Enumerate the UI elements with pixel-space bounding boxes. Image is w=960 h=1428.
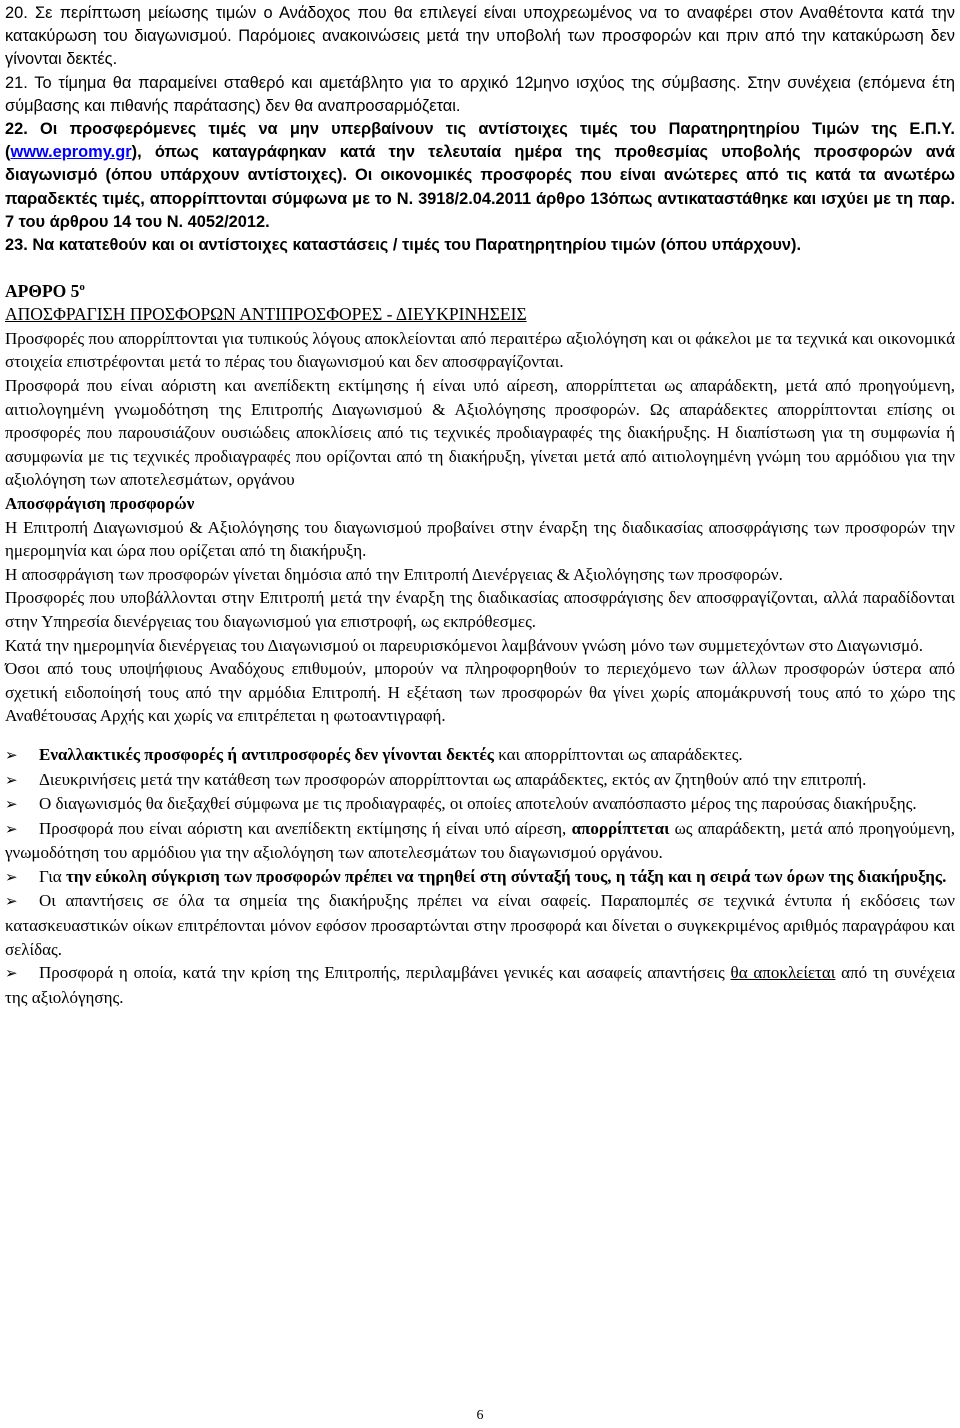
document-page <box>5 2 955 1009</box>
bullet-5-text: Για <box>39 866 66 886</box>
bullet-7-text-a: Προσφορά η οποία, κατά την κρίση της Επιτροπής, περιλαμβάνει γενικές και ασαφείς απαντήσεις <box>39 963 731 983</box>
arrow-bullet-icon: ➢ <box>5 964 18 983</box>
item-22 <box>5 118 955 234</box>
bullet-list <box>5 743 955 1010</box>
bullet-4-text-b: ως απαράδεκτη, μετά από προηγούμενη, γνωμοδότηση του αρμόδιου για την αξιολόγηση των αποτελεσμάτων του διαγωνισμού οργάνου. <box>5 818 956 863</box>
bullet-item <box>5 817 955 865</box>
bullet-item <box>5 792 955 817</box>
article-heading <box>5 279 955 303</box>
bullet-2-text: Διευκρινήσεις μετά την κατάθεση των προσφορών απορρίπτονται ως απαράδεκτες, εκτός αν ζητηθούν από την επιτροπή. <box>39 769 867 789</box>
epromy-link[interactable]: www.epromy.gr <box>10 143 132 162</box>
item-22-text-b: ), όπως καταγράφηκαν κατά την τελευταία ημέρα της προθεσμίας υποβολής προσφορών ανά διαγωνισμό (όπου υπάρχουν αντίστοιχες). Οι οικονομικές προσφορές που είναι ανώτερες από τις κατά τα ανωτέρω παραδεκτές τιμές, απορρίπτονται σύμφωνα με το Ν. 3918/2.04.2011 άρθρο 13όπως αντικαταστάθηκε και ισχύει με τη παρ. 7 του άρθρου 14 του Ν. 4052/2012. <box>5 143 955 231</box>
paragraph-7: Όσοι από τους υποψήφιους Αναδόχους επιθυμούν, μπορούν να πληροφορηθούν το περιεχόμενο των άλλων προσφορών ύστερα από σχετική ειδοποίησή τους από την αρμόδια Επιτροπή. Η εξέταση των προσφορών θα γίνει χωρίς απομάκρυνσή τους από το χώρο της Αναθέτουσας Αρχής και χωρίς να επιτρέπεται η φωτοαντιγραφή. <box>5 659 955 726</box>
section-subtitle: Αποσφράγιση προσφορών <box>5 493 195 513</box>
paragraph-4: Η αποσφράγιση των προσφορών γίνεται δημόσια από την Επιτροπή Διενέργειας & Αξιολόγησης των προσφορών. <box>5 564 783 584</box>
bullet-3-text: Ο διαγωνισμός θα διεξαχθεί σύμφωνα με τις προδιαγραφές, οι οποίες αποτελούν αναπόσπαστο μέρος της παρούσας διακήρυξης. <box>39 794 917 814</box>
bullet-1-bold: Εναλλακτικές προσφορές ή αντιπροσφορές δεν γίνονται δεκτές <box>39 744 494 764</box>
arrow-bullet-icon: ➢ <box>5 795 18 814</box>
bullet-item <box>5 961 955 1009</box>
bullet-item <box>5 743 955 768</box>
bullet-1-text: και απορρίπτονται ως απαράδεκτες. <box>493 744 743 764</box>
arrow-bullet-icon: ➢ <box>5 745 18 764</box>
arrow-bullet-icon: ➢ <box>5 819 18 838</box>
paragraph-6: Κατά την ημερομηνία διενέργειας του Διαγωνισμού οι παρευρισκόμενοι λαμβάνουν γνώση μόνο των συμμετεχόντων στο Διαγωνισμό. <box>5 635 924 655</box>
article-heading-sup: ο <box>79 281 85 294</box>
bullet-4-text-a: Προσφορά που είναι αόριστη και ανεπίδεκτη εκτίμησης ή είναι υπό αίρεση, <box>39 818 572 838</box>
bullet-7-text-b: από τη συνέχεια της αξιολόγησης. <box>5 963 955 1007</box>
item-23: 23. Να κατατεθούν και οι αντίστοιχες καταστάσεις / τιμές του Παρατηρητηρίου τιμών (όπου υπάρχουν). <box>5 236 802 255</box>
arrow-bullet-icon: ➢ <box>5 770 18 789</box>
arrow-bullet-icon: ➢ <box>5 867 18 886</box>
item-20: 20. Σε περίπτωση μείωσης τιμών ο Ανάδοχος που θα επιλεγεί είναι υποχρεωμένος να το αναφέρει στον Αναθέτοντα κατά την κατακύρωση του διαγωνισμού. Παρόμοιες ανακοινώσεις μετά την υποβολή των προσφορών και πριν από την κατακύρωση δεν γίνονται δεκτές. <box>5 4 955 69</box>
item-21: 21. Το τίμημα θα παραμείνει σταθερό και αμετάβλητο για το αρχικό 12μηνο ισχύος της σύμβασης. Στην συνέχεια (επόμενα έτη σύμβασης και πιθανής παράτασης) δεν θα αναπροσαρμόζεται. <box>5 73 955 115</box>
article-subheading: ΑΠΟΣΦΡΑΓΙΣΗ ΠΡΟΣΦΟΡΩΝ ΑΝΤΙΠΡΟΣΦΟΡΕΣ - ΔΙΕΥΚΡΙΝΗΣΕΙΣ <box>5 304 527 325</box>
bullet-item <box>5 865 955 890</box>
paragraph-1: Προσφορές που απορρίπτονται για τυπικούς λόγους αποκλείονται από περαιτέρω αξιολόγηση και οι φάκελοι με τα τεχνικά και οικονομικά στοιχεία επιστρέφονται μετά το πέρας του διαγωνισμού και δεν αποσφραγίζονται. <box>5 328 955 372</box>
item-22-text-a: 22. Οι προσφερόμενες τιμές να μην υπερβαίνουν τις αντίστοιχες τιμές του Παρατηρητηρίου Τιμών της Ε.Π.Υ. ( <box>5 120 955 162</box>
bullet-7-underlined: θα αποκλείεται <box>730 963 836 983</box>
bullet-5-bold: την εύκολη σύγκριση των προσφορών πρέπει να τηρηθεί στη σύνταξή τους, η τάξη και η σειρά των όρων της διακήρυξης. <box>65 866 947 886</box>
paragraph-5: Προσφορές που υποβάλλονται στην Επιτροπή μετά την έναρξη της διαδικασίας αποσφράγισης δεν αποσφραγίζονται, αλλά παραδίδονται στην Υπηρεσία διενέργειας του διαγωνισμού για επιστροφή, ως εκπρόθεσμες. <box>5 588 955 631</box>
bullet-item <box>5 768 955 793</box>
page-number: 6 <box>476 1408 484 1423</box>
paragraph-3: Η Επιτροπή Διαγωνισμού & Αξιολόγησης του διαγωνισμού προβαίνει στην έναρξη της διαδικασίας αποσφράγισης των προσφορών την ημερομηνία και ώρα που ορίζεται από τη διακήρυξη. <box>5 517 955 561</box>
bullet-4-bold: απορρίπτεται <box>571 818 670 838</box>
paragraph-2: Προσφορά που είναι αόριστη και ανεπίδεκτη εκτίμησης ή είναι υπό αίρεση, απορρίπτεται ως απαράδεκτη, μετά από προηγούμενη, αιτιολογημένη γνωμοδότηση της Επιτροπής Διαγωνισμού & Αξιολόγησης προσφορών. Ως απαράδεκτες απορρίπτονται επίσης οι προσφορές που παρουσιάζουν ουσιώδεις αποκλίσεις από τις τεχνικές προδιαγραφές της διακήρυξης. Η διαπίστωση για τη συμφωνία ή ασυμφωνία με τις τεχνικές προδιαγραφές που ορίζονται από τη διακήρυξη, γίνεται μετά από αιτιολογημένη γνώμη του αρμόδιου για την αξιολόγηση των αποτελεσμάτων, οργάνου <box>5 376 955 490</box>
bullet-item <box>5 889 955 961</box>
bullet-6-text: Οι απαντήσεις σε όλα τα σημεία της διακήρυξης πρέπει να είναι σαφείς. Παραπομπές σε τεχνικά έντυπα ή εκδόσεις των κατασκευαστικών οίκων επιτρέπονται μόνον εφόσον προσαρτώνται στην προσφορά και δίνεται ο συγκεκριμένος αριθμός παραγράφου και σελίδας. <box>5 891 955 959</box>
arrow-bullet-icon: ➢ <box>5 892 18 911</box>
article-heading-text: ΑΡΘΡΟ 5 <box>5 281 80 302</box>
